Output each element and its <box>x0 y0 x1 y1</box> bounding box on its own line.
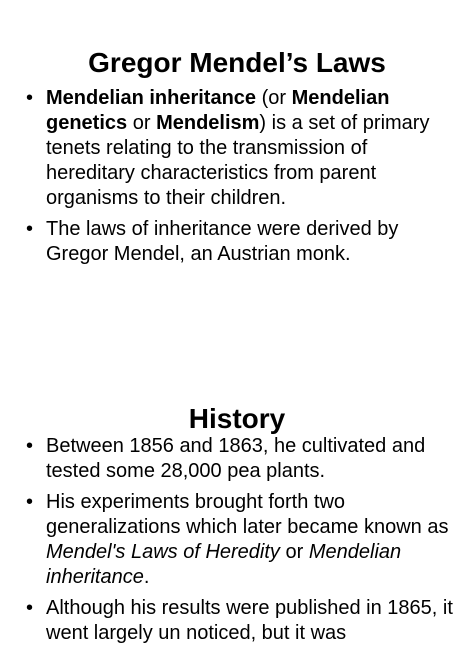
text-run: . <box>143 566 150 588</box>
bullet-marker: • <box>26 597 34 619</box>
slide-history <box>0 372 474 644</box>
list-item <box>0 217 474 267</box>
term-mendelism: Mendelism <box>156 112 260 134</box>
bullet-marker: • <box>26 218 34 240</box>
bullet-marker: • <box>26 87 34 109</box>
term-mendelian-inheritance: Mendelian inheritance <box>46 87 257 109</box>
list-item <box>0 596 474 646</box>
text-run: ) is a set of primary tenets relating to the transmission of hereditary characteristics from parent organisms to their children. <box>46 112 430 209</box>
list-item <box>0 434 474 484</box>
bullet-text: Between 1856 and 1863, he cultivated and tested some 28,000 pea plants. <box>46 435 426 482</box>
slide-title: History <box>188 402 286 434</box>
text-run: His experiments brought forth two generalizations which later became known as <box>46 491 449 538</box>
bullet-text: The laws of inheritance were derived by Gregor Mendel, an Austrian monk. <box>46 218 399 265</box>
text-run: or <box>127 112 157 134</box>
text-run: (or <box>256 87 292 109</box>
slide-mendels-laws <box>0 0 474 316</box>
list-item <box>0 86 474 211</box>
term-mendels-laws-of-heredity: Mendel's Laws of Heredity <box>46 541 280 563</box>
bullet-list <box>0 434 474 652</box>
bullet-list <box>0 86 474 273</box>
term-mendelian-genetics: Mendelian genetics <box>46 87 390 134</box>
list-item <box>0 490 474 590</box>
bullet-marker: • <box>26 491 34 513</box>
bullet-marker: • <box>26 435 34 457</box>
bullet-text: Although his results were published in 1865, it went largely un noticed, but it was <box>46 597 453 644</box>
slide-title: Gregor Mendel’s Laws <box>88 46 386 78</box>
text-run: or <box>279 541 309 563</box>
term-mendelian-inheritance: Mendelian inheritance <box>46 541 402 588</box>
